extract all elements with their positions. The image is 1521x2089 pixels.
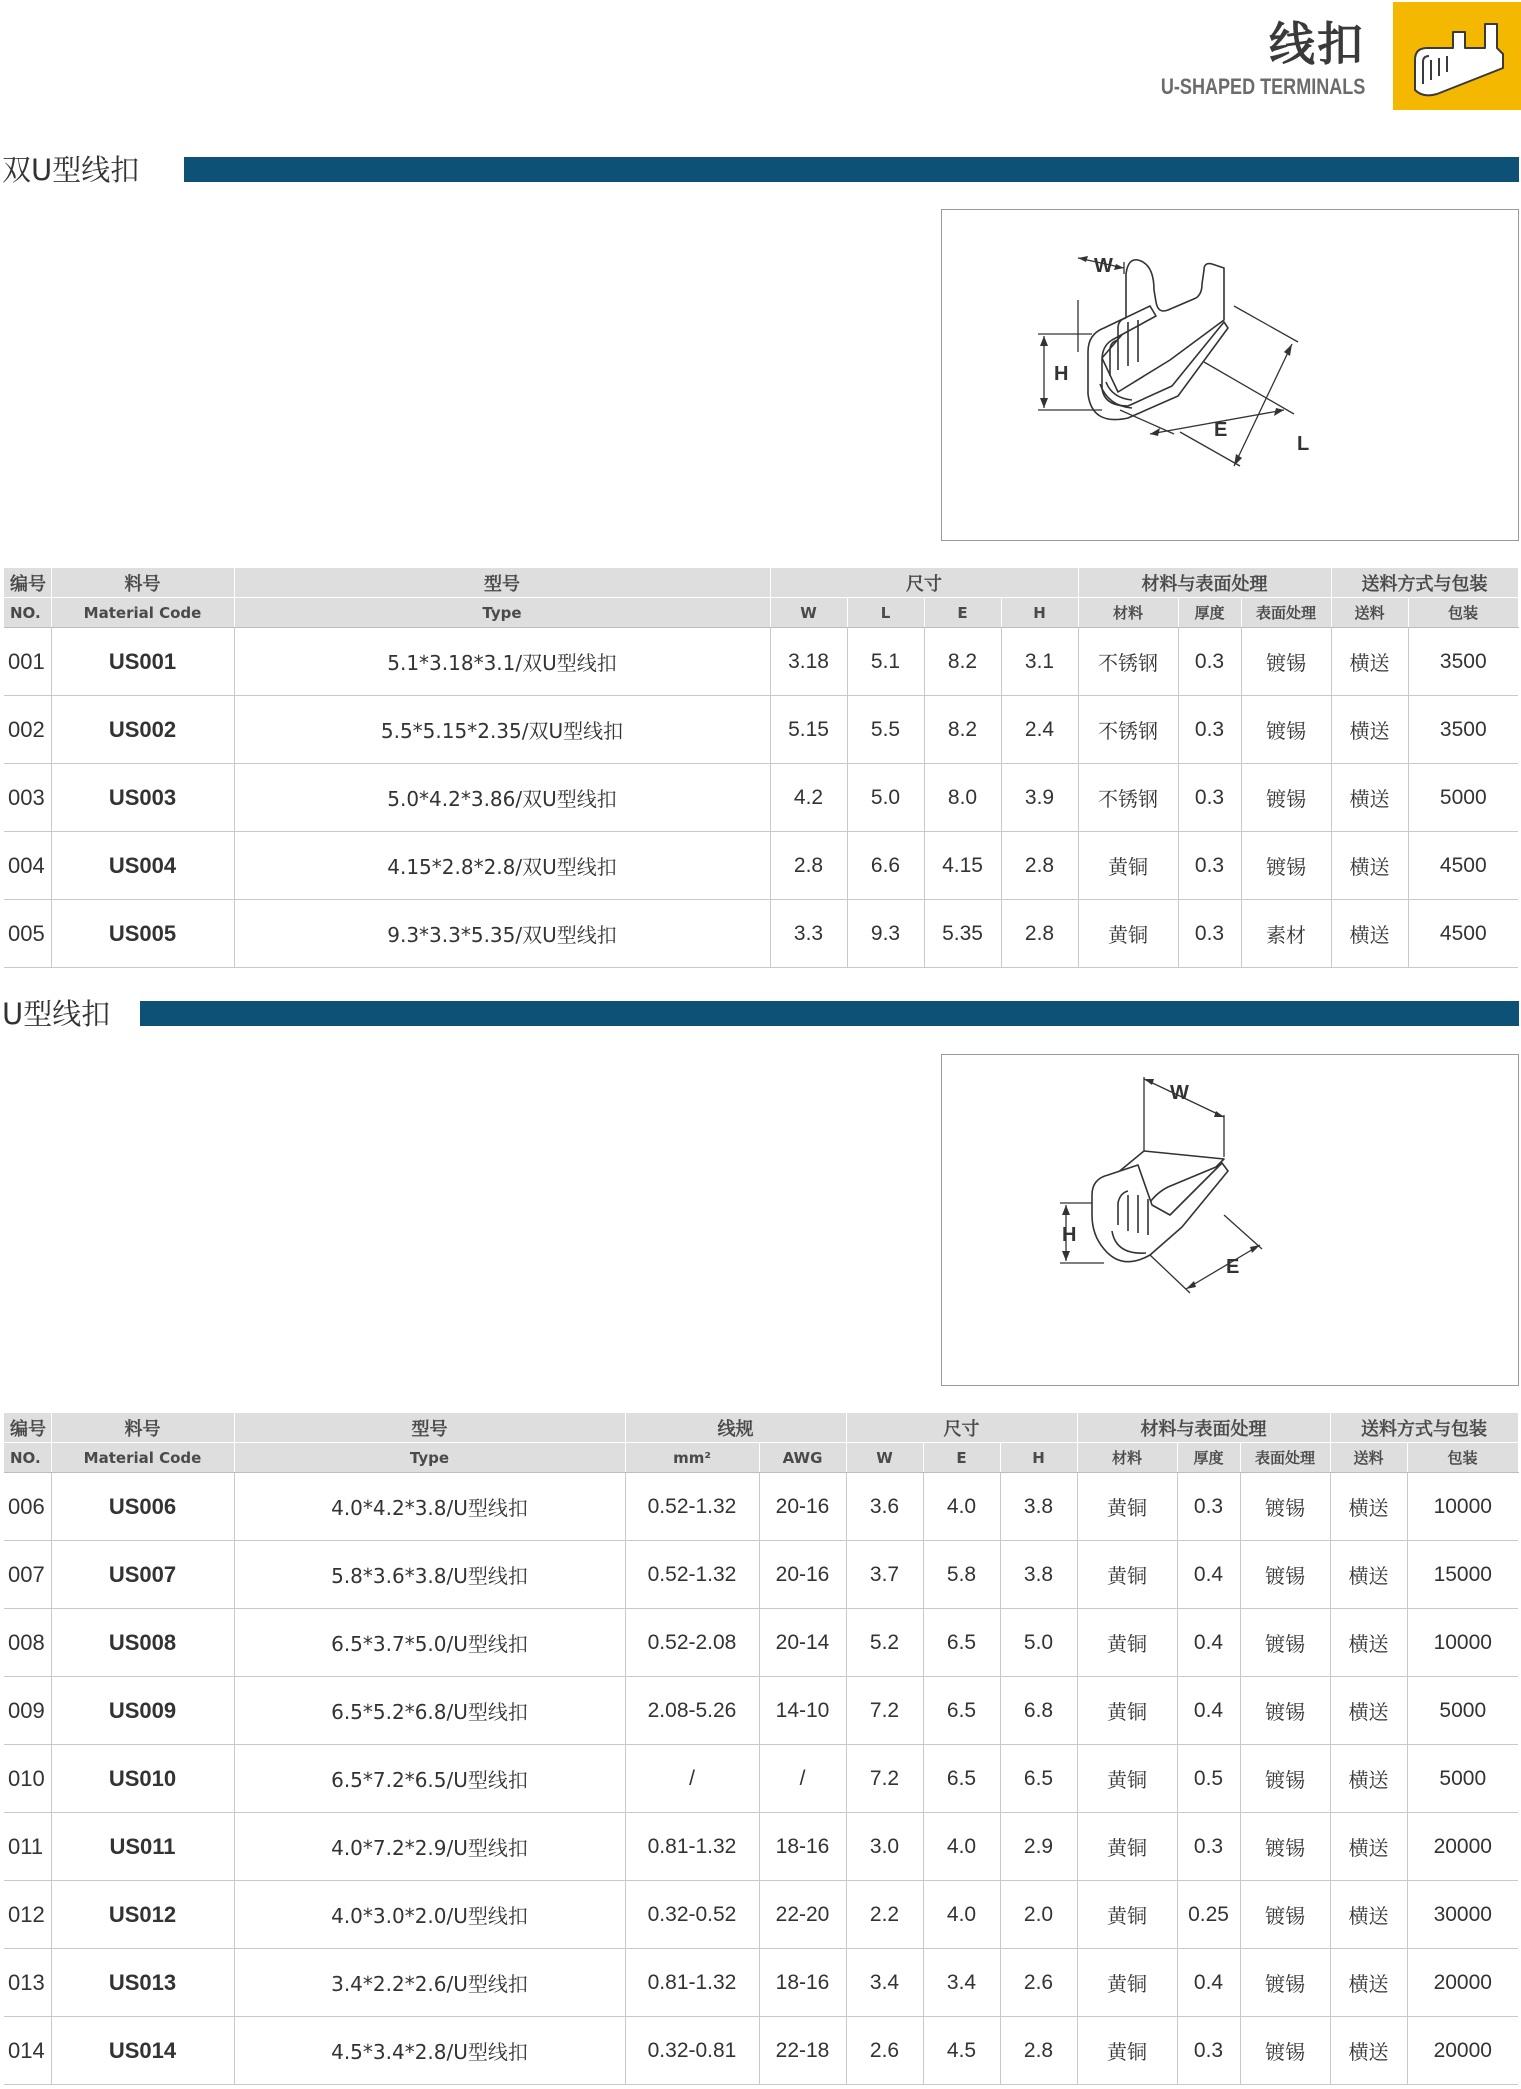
cell-material: 黄铜 [1078,900,1178,968]
subheader-mm2: mm² [625,1443,759,1473]
subheader-w: W [770,598,847,628]
cell-thickness: 0.25 [1177,1881,1240,1949]
cell-e: 3.4 [923,1949,1000,2017]
cell-thickness: 0.3 [1177,1473,1240,1541]
cell-mm2: 0.52-1.32 [625,1473,759,1541]
subheader-w: W [846,1443,923,1473]
cell-e: 8.2 [924,628,1001,696]
table-row [4,1473,1518,1541]
cell-pack: 4500 [1408,832,1518,900]
table-row [4,2017,1518,2085]
cell-surface: 镀锡 [1241,832,1331,900]
cell-code: US001 [51,628,234,696]
cell-feed: 横送 [1330,1677,1407,1745]
double-u-terminal-drawing [941,209,1519,541]
cell-w: 3.6 [846,1473,923,1541]
cell-thickness: 0.3 [1177,2017,1240,2085]
cell-type: 4.0*4.2*3.8/U型线扣 [234,1473,625,1541]
cell-h: 2.8 [1001,832,1078,900]
subheader-code: Material Code [51,1443,234,1473]
cell-no: 010 [4,1745,51,1813]
cell-e: 5.35 [924,900,1001,968]
dim-e-label: E [1226,1256,1240,1278]
cell-feed: 横送 [1331,696,1408,764]
table-row [4,764,1518,832]
header-gauge: 线规 [625,1413,846,1443]
subheader-material: 材料 [1078,598,1178,628]
cell-surface: 镀锡 [1240,1677,1330,1745]
cell-feed: 横送 [1330,1949,1407,2017]
subheader-awg: AWG [759,1443,846,1473]
cell-material: 黄铜 [1077,2017,1177,2085]
cell-feed: 横送 [1330,1813,1407,1881]
cell-thickness: 0.3 [1178,764,1241,832]
cell-type: 4.15*2.8*2.8/双U型线扣 [234,832,770,900]
cell-awg: 22-20 [759,1881,846,1949]
header-no: 编号 [4,1413,51,1443]
header-type: 型号 [234,1413,625,1443]
cell-material: 不锈钢 [1078,628,1178,696]
cell-mm2: 0.81-1.32 [625,1813,759,1881]
cell-e: 8.0 [924,764,1001,832]
subheader-e: E [923,1443,1000,1473]
cell-mm2: 0.81-1.32 [625,1949,759,2017]
table-group-header [4,1413,1518,1443]
cell-code: US004 [51,832,234,900]
cell-e: 4.0 [923,1881,1000,1949]
table-row [4,1881,1518,1949]
cell-e: 6.5 [923,1745,1000,1813]
cell-type: 9.3*3.3*5.35/双U型线扣 [234,900,770,968]
page-title: 线扣 [1269,17,1365,71]
dim-e-label: E [1214,419,1228,441]
cell-e: 6.5 [923,1609,1000,1677]
cell-surface: 镀锡 [1240,1949,1330,2017]
cell-no: 009 [4,1677,51,1745]
table-row [4,1609,1518,1677]
cell-e: 8.2 [924,696,1001,764]
cell-code: US002 [51,696,234,764]
cell-material: 不锈钢 [1078,696,1178,764]
cell-no: 008 [4,1609,51,1677]
cell-material: 黄铜 [1077,1813,1177,1881]
header-material: 材料与表面处理 [1078,568,1331,598]
subheader-thickness: 厚度 [1177,1443,1240,1473]
cell-material: 黄铜 [1077,1473,1177,1541]
cell-e: 4.0 [923,1473,1000,1541]
section-bar [184,157,1519,182]
cell-material: 黄铜 [1077,1881,1177,1949]
cell-feed: 横送 [1330,1609,1407,1677]
section-title-u: U型线扣 [2,997,111,1031]
cell-l: 6.6 [847,832,924,900]
cell-type: 5.8*3.6*3.8/U型线扣 [234,1541,625,1609]
cell-h: 2.8 [1001,900,1078,968]
cell-w: 2.6 [846,2017,923,2085]
cell-pack: 5000 [1407,1745,1518,1813]
cell-e: 4.15 [924,832,1001,900]
cell-w: 3.0 [846,1813,923,1881]
cell-surface: 镀锡 [1241,696,1331,764]
cell-thickness: 0.3 [1178,832,1241,900]
cell-pack: 10000 [1407,1473,1518,1541]
header-size: 尺寸 [770,568,1078,598]
cell-type: 5.0*4.2*3.86/双U型线扣 [234,764,770,832]
cell-h: 6.5 [1000,1745,1077,1813]
subheader-h: H [1000,1443,1077,1473]
cell-type: 4.5*3.4*2.8/U型线扣 [234,2017,625,2085]
cell-w: 3.18 [770,628,847,696]
cell-pack: 3500 [1408,628,1518,696]
cell-w: 2.8 [770,832,847,900]
cell-no: 002 [4,696,51,764]
header-type: 型号 [234,568,770,598]
cell-awg: 22-18 [759,2017,846,2085]
cell-feed: 横送 [1331,900,1408,968]
header-code: 料号 [51,1413,234,1443]
cell-mm2: / [625,1745,759,1813]
table-row [4,900,1518,968]
cell-surface: 镀锡 [1240,1813,1330,1881]
cell-thickness: 0.3 [1178,628,1241,696]
cell-no: 014 [4,2017,51,2085]
cell-feed: 横送 [1331,764,1408,832]
table-row [4,1745,1518,1813]
cell-no: 012 [4,1881,51,1949]
cell-l: 5.5 [847,696,924,764]
cell-no: 005 [4,900,51,968]
table-row [4,1813,1518,1881]
cell-material: 黄铜 [1077,1541,1177,1609]
header-size: 尺寸 [846,1413,1077,1443]
cell-pack: 4500 [1408,900,1518,968]
cell-material: 黄铜 [1077,1949,1177,2017]
cell-mm2: 0.32-0.81 [625,2017,759,2085]
subheader-material: 材料 [1077,1443,1177,1473]
cell-w: 4.2 [770,764,847,832]
cell-type: 5.5*5.15*2.35/双U型线扣 [234,696,770,764]
cell-material: 黄铜 [1078,832,1178,900]
cell-type: 4.0*3.0*2.0/U型线扣 [234,1881,625,1949]
subheader-e: E [924,598,1001,628]
table-sub-header [4,1443,1518,1473]
table-row [4,628,1518,696]
cell-feed: 横送 [1330,1541,1407,1609]
header-packing: 送料方式与包装 [1331,568,1518,598]
double-u-spec-table [4,568,1519,968]
table-row [4,696,1518,764]
table-group-header [4,568,1518,598]
cell-type: 4.0*7.2*2.9/U型线扣 [234,1813,625,1881]
dim-w-label: W [1170,1082,1189,1104]
cell-pack: 15000 [1407,1541,1518,1609]
cell-thickness: 0.3 [1178,900,1241,968]
cell-material: 黄铜 [1077,1745,1177,1813]
cell-type: 3.4*2.2*2.6/U型线扣 [234,1949,625,2017]
cell-w: 7.2 [846,1745,923,1813]
cell-h: 5.0 [1000,1609,1077,1677]
cell-code: US010 [51,1745,234,1813]
cell-w: 5.15 [770,696,847,764]
cell-h: 3.1 [1001,628,1078,696]
header-material: 材料与表面处理 [1077,1413,1330,1443]
cell-type: 6.5*3.7*5.0/U型线扣 [234,1609,625,1677]
cell-e: 4.0 [923,1813,1000,1881]
cell-mm2: 2.08-5.26 [625,1677,759,1745]
cell-code: US011 [51,1813,234,1881]
section-title-double-u: 双U型线扣 [2,153,140,187]
u-spec-table [4,1413,1519,2085]
cell-no: 007 [4,1541,51,1609]
cell-awg: 20-16 [759,1541,846,1609]
table-row [4,832,1518,900]
cell-awg: 20-14 [759,1609,846,1677]
cell-thickness: 0.3 [1177,1813,1240,1881]
cell-e: 5.8 [923,1541,1000,1609]
header-packing: 送料方式与包装 [1330,1413,1518,1443]
cell-pack: 30000 [1407,1881,1518,1949]
cell-code: US007 [51,1541,234,1609]
cell-surface: 镀锡 [1240,1609,1330,1677]
cell-h: 2.0 [1000,1881,1077,1949]
cell-code: US003 [51,764,234,832]
cell-mm2: 0.32-0.52 [625,1881,759,1949]
cell-surface: 镀锡 [1240,1541,1330,1609]
table-row [4,1677,1518,1745]
cell-material: 不锈钢 [1078,764,1178,832]
cell-surface: 素材 [1241,900,1331,968]
terminal-logo [1393,2,1521,110]
dim-w-label: W [1094,255,1113,277]
cell-surface: 镀锡 [1240,1745,1330,1813]
cell-material: 黄铜 [1077,1609,1177,1677]
cell-surface: 镀锡 [1241,764,1331,832]
cell-pack: 20000 [1407,2017,1518,2085]
cell-pack: 10000 [1407,1609,1518,1677]
cell-type: 5.1*3.18*3.1/双U型线扣 [234,628,770,696]
cell-h: 6.8 [1000,1677,1077,1745]
cell-no: 013 [4,1949,51,2017]
cell-awg: 14-10 [759,1677,846,1745]
cell-feed: 横送 [1331,628,1408,696]
subheader-no: NO. [4,598,51,628]
cell-awg: 20-16 [759,1473,846,1541]
subheader-code: Material Code [51,598,234,628]
cell-awg: / [759,1745,846,1813]
subheader-feed: 送料 [1330,1443,1407,1473]
cell-surface: 镀锡 [1240,1881,1330,1949]
cell-h: 2.9 [1000,1813,1077,1881]
cell-w: 2.2 [846,1881,923,1949]
cell-feed: 横送 [1330,1745,1407,1813]
cell-w: 7.2 [846,1677,923,1745]
cell-no: 006 [4,1473,51,1541]
cell-pack: 5000 [1408,764,1518,832]
cell-thickness: 0.4 [1177,1949,1240,2017]
cell-type: 6.5*7.2*6.5/U型线扣 [234,1745,625,1813]
cell-awg: 18-16 [759,1813,846,1881]
cell-code: US006 [51,1473,234,1541]
cell-no: 004 [4,832,51,900]
cell-feed: 横送 [1330,1473,1407,1541]
cell-feed: 横送 [1331,832,1408,900]
cell-thickness: 0.5 [1177,1745,1240,1813]
subheader-no: NO. [4,1443,51,1473]
subheader-h: H [1001,598,1078,628]
cell-surface: 镀锡 [1240,2017,1330,2085]
cell-pack: 5000 [1407,1677,1518,1745]
cell-thickness: 0.4 [1177,1677,1240,1745]
cell-code: US008 [51,1609,234,1677]
section-bar [140,1001,1519,1026]
cell-no: 011 [4,1813,51,1881]
subheader-pack: 包装 [1408,598,1518,628]
cell-pack: 20000 [1407,1813,1518,1881]
dim-h-label: H [1054,363,1069,385]
header-no: 编号 [4,568,51,598]
cell-w: 5.2 [846,1609,923,1677]
cell-thickness: 0.3 [1178,696,1241,764]
cell-code: US009 [51,1677,234,1745]
cell-awg: 18-16 [759,1949,846,2017]
subheader-type: Type [234,598,770,628]
cell-code: US005 [51,900,234,968]
subheader-feed: 送料 [1331,598,1408,628]
cell-pack: 3500 [1408,696,1518,764]
cell-code: US013 [51,1949,234,2017]
cell-h: 3.9 [1001,764,1078,832]
subheader-surface: 表面处理 [1240,1443,1330,1473]
terminal-icon [1393,2,1521,110]
subheader-pack: 包装 [1407,1443,1518,1473]
cell-pack: 20000 [1407,1949,1518,2017]
header-code: 料号 [51,568,234,598]
u-terminal-drawing [941,1054,1519,1386]
cell-feed: 横送 [1330,2017,1407,2085]
cell-surface: 镀锡 [1241,628,1331,696]
cell-type: 6.5*5.2*6.8/U型线扣 [234,1677,625,1745]
cell-no: 003 [4,764,51,832]
cell-w: 3.7 [846,1541,923,1609]
dim-h-label: H [1062,1224,1077,1246]
cell-h: 2.4 [1001,696,1078,764]
cell-no: 001 [4,628,51,696]
cell-l: 9.3 [847,900,924,968]
cell-l: 5.1 [847,628,924,696]
cell-feed: 横送 [1330,1881,1407,1949]
cell-h: 3.8 [1000,1541,1077,1609]
cell-surface: 镀锡 [1240,1473,1330,1541]
cell-w: 3.3 [770,900,847,968]
cell-code: US012 [51,1881,234,1949]
table-row [4,1541,1518,1609]
cell-e: 6.5 [923,1677,1000,1745]
cell-code: US014 [51,2017,234,2085]
dim-l-label: L [1297,433,1310,455]
cell-h: 2.6 [1000,1949,1077,2017]
table-sub-header [4,598,1518,628]
cell-e: 4.5 [923,2017,1000,2085]
subheader-thickness: 厚度 [1178,598,1241,628]
cell-thickness: 0.4 [1177,1609,1240,1677]
subheader-l: L [847,598,924,628]
cell-mm2: 0.52-1.32 [625,1541,759,1609]
subheader-type: Type [234,1443,625,1473]
cell-thickness: 0.4 [1177,1541,1240,1609]
table-row [4,1949,1518,2017]
cell-mm2: 0.52-2.08 [625,1609,759,1677]
cell-material: 黄铜 [1077,1677,1177,1745]
subheader-surface: 表面处理 [1241,598,1331,628]
cell-w: 3.4 [846,1949,923,2017]
page-subtitle: U-SHAPED TERMINALS [1160,74,1365,99]
cell-h: 3.8 [1000,1473,1077,1541]
cell-h: 2.8 [1000,2017,1077,2085]
cell-l: 5.0 [847,764,924,832]
